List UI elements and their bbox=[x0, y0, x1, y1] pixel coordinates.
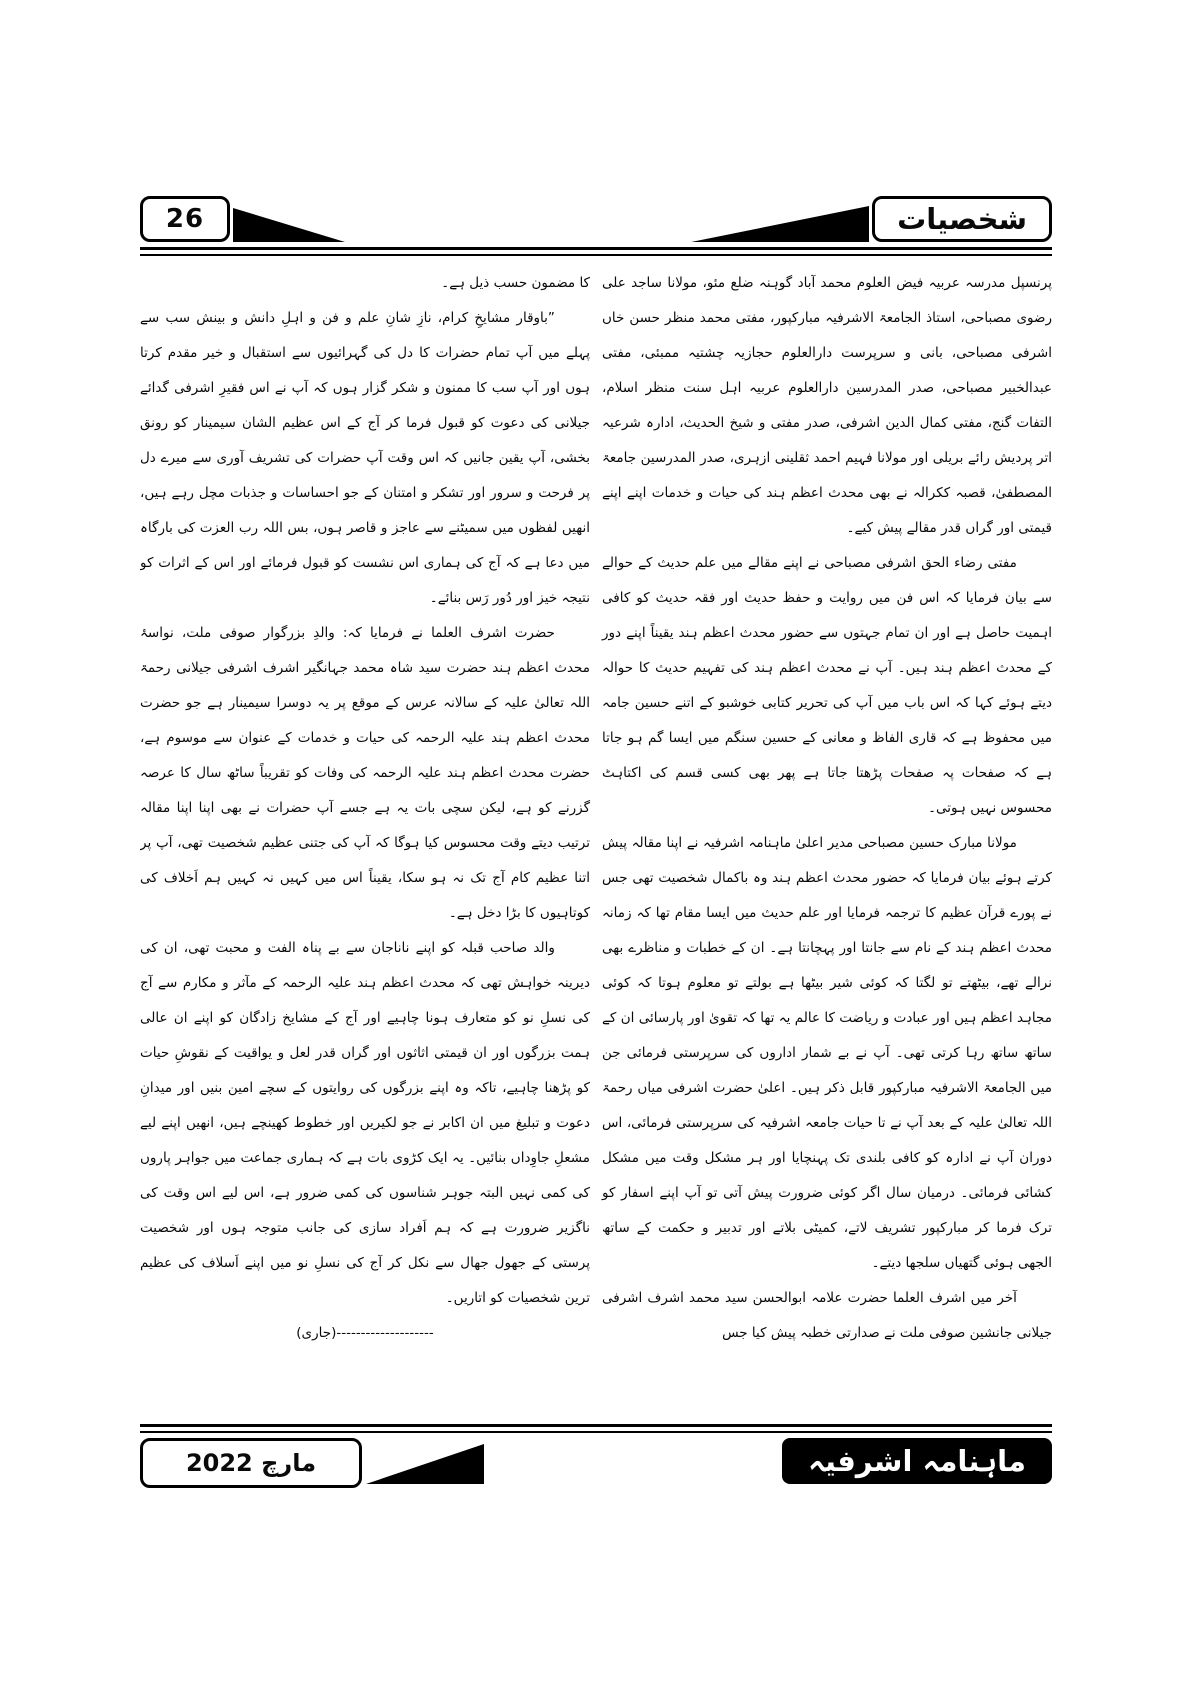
issue-triangle-icon bbox=[366, 1444, 484, 1484]
footer-rule bbox=[140, 1424, 1052, 1433]
issue-date-group bbox=[140, 1438, 484, 1488]
page-number: 26 bbox=[140, 196, 230, 242]
paragraph: آخر میں اشرف العلما حضرت علامہ ابوالحسن سید محمد اشرف اشرفی جیلانی جانشین صوفی ملت نے صدارتی خطبہ پیش کیا جس bbox=[602, 1290, 1052, 1341]
page-number-triangle-icon bbox=[233, 208, 345, 242]
paragraph: مفتی رضاء الحق اشرفی مصباحی نے اپنے مقالے میں علم حدیث کے حوالے سے بیان فرمایا کہ اس فن میں روایت و حفظ حدیث اور فقہ حدیث کو کافی اہمیت حاصل ہے اور ان تمام جہتوں سے حضور محدث اعظم ہند یقیناً اپنے دور کے محدث اعظم ہند ہیں۔ آپ نے محدث اعظم ہند کی تفہیم حدیث کا حوالہ دیتے ہوئے کہا کہ اس باب میں آپ کی تحریر کتابی خوشبو کے اتنے حسین جامہ میں محفوظ ہے کہ قاری الفاظ و معانی کے حسین سنگم میں ایسا گم ہو جاتا ہے کہ صفحات پہ صفحات پڑھتا جاتا ہے پھر بھی کسی قسم کی اکتاہٹ محسوس نہیں ہوتی۔ bbox=[602, 555, 1052, 816]
header-rule bbox=[140, 247, 1052, 256]
paragraph: والد صاحب قبلہ کو اپنے ناناجان سے بے پناہ الفت و محبت تھی، ان کی دیرینہ خواہش تھی کہ محدث اعظم ہند علیہ الرحمہ کے مآثر و مکارم سے آج کی نسلِ نو کو متعارف ہونا چاہیے اور آج کے مشایخ زادگان کو اپنے ان عالی ہمت بزرگوں اور ان قیمتی اثاثوں اور گراں قدر لعل و یواقیت کے نقوشِ حیات کو پڑھنا چاہیے، تاکہ وہ اپنے بزرگوں کی روایتوں کے سچے امین بنیں اور میدانِ دعوت و تبلیغ میں ان اکابر نے جو لکیریں اور خطوط کھینچے ہیں، انھیں اپنے لیے مشعلِ جاوِداں بنائیں۔ یہ ایک کڑوی بات ہے کہ ہماری جماعت میں جواہر پاروں کی کمی نہیں البتہ جوہر شناسوں کی کمی ضرور ہے، اس لیے اس وقت کی ناگزیر ضرورت ہے کہ ہم اَفراد سازی کی جانب متوجہ ہوں اور شخصیت پرستی کے جھول جھال سے نکل کر آج کی نسلِ نو میں اپنے اَسلاف کی عظیم ترین شخصیات کو اتاریں۔ bbox=[140, 940, 590, 1306]
paragraph: ”باوقار مشایخِ کرام، نازِ شانِ علم و فن و اہلِ دانش و بینش سب سے پہلے میں آپ تمام حضرات کا دل کی گہرائیوں سے استقبال و خیر مقدم کرتا ہوں اور آپ سب کا ممنون و شکر گزار ہوں کہ آپ نے اس فقیرِ اشرفی گدائے جیلانی کی دعوت کو قبول فرما کر آج کے اس عظیم الشان سیمینار کو رونق بخشی، آپ یقین جانیں کہ اس وقت آپ حضرات کی تشریف آوری سے میرے دل پر فرحت و سرور اور تشکر و امتنان کے جو احساسات و جذبات مچل رہے ہیں، انھیں لفظوں میں سمیٹنے سے عاجز و قاصر ہوں، بس اللہ رب العزت کی بارگاہ میں دعا ہے کہ آج کی ہماری اس نشست کو قبول فرمائے اور اس کے اثرات کو نتیجہ خیز اور دُور رَس بنائے۔ bbox=[140, 310, 590, 606]
paragraph: حضرت اشرف العلما نے فرمایا کہ: والدِ بزرگوار صوفی ملت، نواسۂ محدث اعظم ہند حضرت سید شاہ محمد جہانگیر اشرف اشرفی جیلانی رحمۃ اللہ تعالیٰ علیہ کے سالانہ عرس کے موقع پر یہ دوسرا سیمینار ہے جو حضرت محدث اعظم ہند علیہ الرحمہ کی حیات و خدمات کے عنوان سے موسوم ہے، حضرت محدث اعظم ہند علیہ الرحمہ کی وفات کو تقریباً ساٹھ سال کا عرصہ گزرنے کو ہے، لیکن سچی بات یہ ہے جسے آپ حضرات نے بھی اپنا اپنا مقالہ ترتیب دیتے وقت محسوس کیا ہوگا کہ آپ کی جتنی عظیم شخصیت تھی، آپ پر اتنا عظیم کام آج تک نہ ہو سکا، یقیناً اس میں کہیں نہ کہیں ہم اَخلاف کی کوتاہیوں کا بڑا دخل ہے۔ bbox=[140, 625, 590, 921]
section-title: شخصیات bbox=[872, 196, 1052, 242]
column-left bbox=[140, 266, 590, 1416]
paragraph: کا مضمون حسب ذیل ہے۔ bbox=[441, 275, 590, 291]
section-banner-group bbox=[691, 196, 1052, 242]
continuation-marker: (جاری)-------------------- bbox=[296, 1325, 434, 1341]
page-footer bbox=[140, 1438, 1052, 1492]
issue-date: مارچ 2022 bbox=[140, 1438, 362, 1488]
banner-triangle-icon bbox=[691, 206, 869, 242]
article-body bbox=[140, 266, 1052, 1416]
column-right bbox=[602, 266, 1052, 1416]
page-header bbox=[140, 196, 1052, 242]
page-number-group bbox=[140, 196, 345, 242]
magazine-title: ماہنامہ اشرفیہ bbox=[782, 1438, 1052, 1484]
paragraph: پرنسپل مدرسہ عربیہ فیض العلوم محمد آباد گوہنہ ضلع مئو، مولانا ساجد علی رضوی مصباحی، استاذ الجامعۃ الاشرفیہ مبارکپور، مفتی محمد منظر حسن خاں اشرفی مصباحی، بانی و سرپرست دارالعلوم حجازیہ چشتیہ ممبئی، مفتی عبدالخبیر مصباحی، صدر المدرسین دارالعلوم عربیہ اہل سنت منظر اسلام، التفات گنج، مفتی کمال الدین اشرفی، صدر مفتی و شیخ الحدیث، ادارہ شرعیہ اتر پردیش رائے بریلی اور مولانا فہیم احمد ثقلینی ازہری، صدر المدرسین جامعۃ المصطفیٰ، قصبہ ککرالہ نے بھی محدث اعظم ہند کی حیات و خدمات اپنے اپنے قیمتی اور گراں قدر مقالے پیش کیے۔ bbox=[602, 275, 1052, 536]
paragraph: مولانا مبارک حسین مصباحی مدیر اعلیٰ ماہنامہ اشرفیہ نے اپنا مقالہ پیش کرتے ہوئے بیان فرمایا کہ حضور محدث اعظم ہند وہ باکمال شخصیت تھی جس نے پورے قرآن عظیم کا ترجمہ فرمایا اور علم حدیث میں ایسا مقام تھا کہ زمانہ محدث اعظم ہند کے نام سے جانتا اور پہچانتا ہے۔ ان کے خطبات و مناظرے بھی نرالے تھے، بیٹھتے تو لگتا کہ کوئی شیر بیٹھا ہے بولتے تو معلوم ہوتا کہ کوئی مجاہد اعظم ہیں اور عبادت و ریاضت کا عالم یہ تھا کہ تقویٰ اور پارسائی ان کے ساتھ ساتھ رہا کرتی تھی۔ آپ نے بے شمار اداروں کی سرپرستی فرمائی جن میں الجامعۃ الاشرفیہ مبارکپور قابل ذکر ہیں۔ اعلیٰ حضرت اشرفی میاں رحمۃ اللہ تعالیٰ علیہ کے بعد آپ نے تا حیات جامعہ اشرفیہ کی سرپرستی فرمائی، اس دوران آپ نے ادارہ کو کافی بلندی تک پہنچایا اور ہر مشکل وقت میں مشکل کشائی فرمائی۔ درمیان سال اگر کوئی ضرورت پیش آتی تو آپ اپنے اسفار کو ترک فرما کر مبارکپور تشریف لاتے، کمیٹی بلاتے اور تدبیر و حکمت کے ساتھ الجھی ہوئی گتھیاں سلجھا دیتے۔ bbox=[602, 835, 1052, 1271]
